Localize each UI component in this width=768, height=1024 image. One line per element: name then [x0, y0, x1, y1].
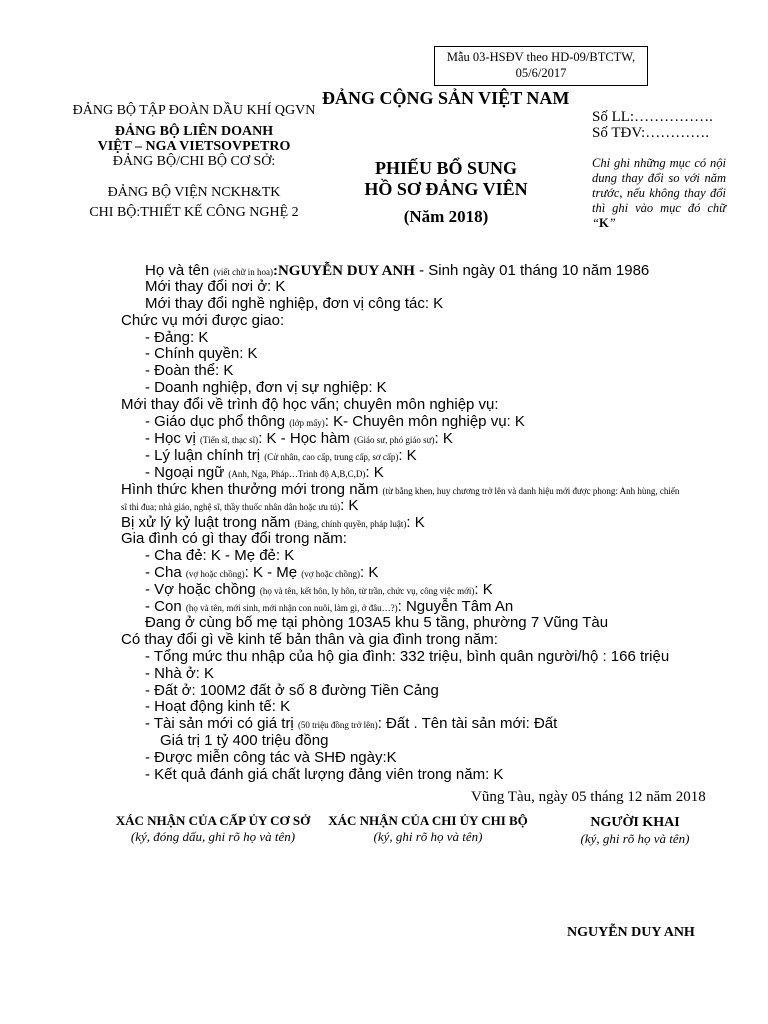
income-line: - Tổng mức thu nhập của hộ gia đình: 332 triệu, bình quân người/hộ : 166 triệu — [145, 648, 670, 665]
discipline-line: Bị xử lý kỷ luật trong năm (Đảng, chính quyền, pháp luật): K — [121, 514, 425, 531]
house-line: - Nhà ở: K — [145, 665, 215, 682]
politics-line: - Lý luận chính trị (Cử nhân, cao cấp, trung cấp, sơ cấp): K — [145, 447, 417, 464]
enterprise-line: - Doanh nghiệp, đơn vị sự nghiệp: K — [145, 379, 387, 396]
assets-line: - Tài sản mới có giá trị (50 triệu đồng trở lên): Đất . Tên tài sản mới: Đất — [145, 715, 558, 732]
child-line: - Con (họ và tên, mới sinh, mới nhận con nuôi, làm gì, ở đâu…?): Nguyễn Tâm An — [145, 598, 514, 615]
residence-line: Mới thay đổi nơi ở: K — [145, 278, 286, 295]
degree-line: - Học vị (Tiến sĩ, thạc sĩ): K - Học hàm (Giáo sư, phó giáo sư): K — [145, 430, 453, 447]
spouse-line: - Vợ hoặc chồng (họ và tên, kết hôn, ly hôn, từ trần, chức vụ, công việc mới): K — [145, 581, 493, 598]
family-heading: Gia đình có gì thay đổi trong năm: — [121, 530, 347, 547]
name-line: Họ và tên (viết chữ in hoa):NGUYỄN DUY ANH - Sinh ngày 01 tháng 10 năm 1986 — [145, 262, 650, 279]
cell-committee-heading: XÁC NHẬN CỦA CHI ỦY CHI BỘ — [328, 813, 528, 828]
form-code-line2: 05/6/2017 — [515, 66, 567, 80]
declarant-note: (ký, ghi rõ họ và tên) — [580, 831, 690, 846]
evaluation-line: - Kết quả đánh giá chất lượng đảng viên trong năm: K — [145, 766, 504, 783]
org-line6: CHI BỘ:THIẾT KẾ CÔNG NGHỆ 2 — [89, 205, 299, 220]
positions-heading: Chức vụ mới được giao: — [121, 312, 285, 329]
ll-number: Số LL:……………. — [592, 109, 713, 125]
base-committee-heading: XÁC NHẬN CỦA CẤP ỦY CƠ SỞ — [115, 813, 311, 828]
language-line: - Ngoại ngữ (Anh, Nga, Pháp…Trình độ A,B,C,D): K — [145, 464, 384, 481]
occupation-line: Mới thay đổi nghề nghiệp, đơn vị công tác: K — [145, 295, 444, 312]
declarant-heading: NGƯỜI KHAI — [590, 815, 680, 830]
award-line-2: sĩ thi đua; nhà giáo, nghệ sĩ, thầy thuốc nhân dân hoặc ưu tú): K — [121, 497, 359, 514]
doc-title-line2: HỒ SƠ ĐẢNG VIÊN — [364, 179, 528, 199]
asset-value-line: Giá trị 1 tỷ 400 triệu đồng — [160, 732, 329, 749]
org-line4: ĐẢNG BỘ/CHI BỘ CƠ SỞ: — [112, 154, 276, 169]
land-line: - Đất ở: 100M2 đất ở số 8 đường Tiền Cảng — [145, 682, 439, 699]
member-name: :NGUYỄN DUY ANH — [272, 263, 415, 279]
parents-line: - Cha đẻ: K - Mẹ đẻ: K — [145, 547, 295, 564]
form-code-line1: Mẫu 03-HSĐV theo HD-09/BTCTW, — [446, 50, 636, 64]
exemption-line: - Được miễn công tác và SHĐ ngày:K — [145, 749, 397, 766]
date-line: Vũng Tàu, ngày 05 tháng 12 năm 2018 — [471, 789, 706, 805]
instruction-note: Chỉ ghi những mục có nội dung thay đổi so với năm trước, nếu không thay đổi thì ghi vào mục đó chữ “K” — [592, 156, 726, 230]
economy-heading: Có thay đổi gì về kinh tế bản thân và gia đình trong năm: — [121, 631, 498, 648]
doc-year: (Năm 2018) — [403, 207, 489, 226]
org-line3: VIỆT – NGA VIETSOVPETRO — [97, 139, 291, 154]
union-line: - Đoàn thể: K — [145, 362, 234, 379]
org-line2: ĐẢNG BỘ LIÊN DOANH — [114, 124, 274, 139]
base-committee-note: (ký, đóng dấu, ghi rõ họ và tên) — [130, 829, 296, 844]
award-line: Hình thức khen thưởng mới trong năm (từ bằng khen, huy chương trở lên và danh hiệu mới được phong: Anh hùng, chiến — [121, 481, 680, 498]
org-line5: ĐẢNG BỘ VIỆN NCKH&TK — [107, 185, 281, 200]
party-title: ĐẢNG CỘNG SẢN VIỆT NAM — [322, 88, 570, 108]
doc-title-line1: PHIẾU BỔ SUNG — [374, 158, 518, 178]
current-residence-line: Đang ở cùng bố mẹ tại phòng 103A5 khu 5 tầng, phường 7 Vũng Tàu — [145, 614, 609, 631]
note-k: K — [598, 216, 609, 230]
government-line: - Chính quyền: K — [145, 345, 258, 362]
party-line: - Đảng: K — [145, 329, 209, 346]
form-code-box — [434, 46, 648, 86]
in-law-line: - Cha (vợ hoặc chồng): K - Mẹ (vợ hoặc chồng): K — [145, 564, 379, 581]
tdv-number: Số TĐV:…………. — [592, 125, 709, 141]
business-line: - Hoạt động kinh tế: K — [145, 698, 291, 715]
cell-committee-note: (ký, ghi rõ họ và tên) — [373, 829, 483, 844]
education-heading: Mới thay đổi về trình độ học vấn; chuyên môn nghiệp vụ: — [121, 396, 499, 413]
general-education-line: - Giáo dục phổ thông (lớp mấy): K- Chuyên môn nghiệp vụ: K — [145, 413, 525, 430]
org-line1: ĐẢNG BỘ TẬP ĐOÀN DẦU KHÍ QGVN — [72, 103, 316, 118]
declarant-name: NGUYỄN DUY ANH — [567, 925, 695, 940]
